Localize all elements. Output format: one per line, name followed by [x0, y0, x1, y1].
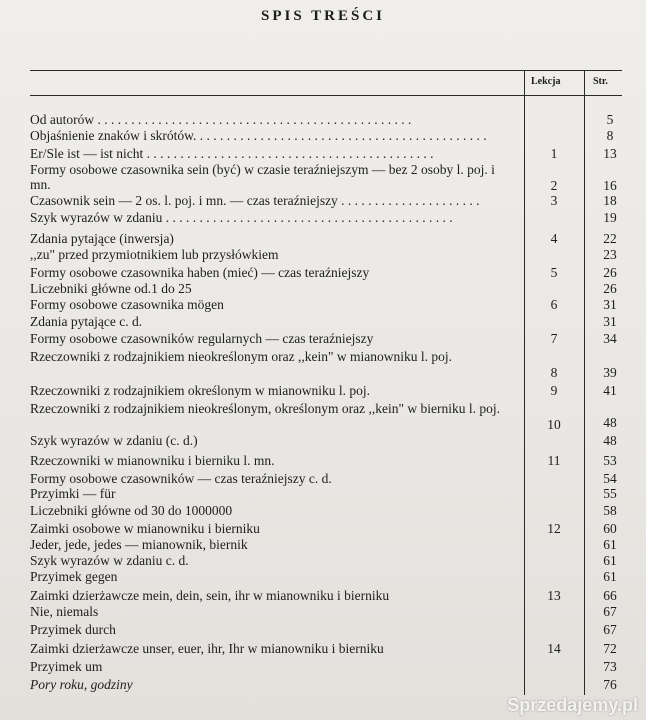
toc-page-number: 31 — [603, 314, 617, 329]
toc-row — [0, 433, 646, 453]
toc-entry-title: ,,zu" przed przymiotnikiem lub przysłówkiem — [30, 247, 279, 262]
toc-row — [0, 331, 646, 351]
toc-entry-title: Nie, niemals — [30, 604, 99, 619]
toc-page-number: 61 — [603, 569, 617, 584]
toc-page-number: 18 — [603, 193, 617, 208]
toc-row — [0, 383, 646, 403]
toc-page-number: 67 — [603, 604, 617, 619]
toc-lesson-number: 9 — [550, 383, 558, 398]
toc-entry-title: Przyimek gegen — [30, 569, 118, 584]
toc-page-number: 66 — [603, 588, 617, 603]
toc-lesson-number: 6 — [550, 297, 558, 312]
toc-row — [0, 401, 646, 435]
toc-page-number: 73 — [603, 659, 617, 674]
toc-page-number: 19 — [603, 210, 617, 225]
watermark-text: Sprzedajemy.pl — [507, 695, 638, 715]
toc-entry-title: Szyk wyrazów w zdaniu . . . . . . . . . . . . . . . . . . . . . . . . . . . . . . . . . . . . . . . . . . . — [30, 210, 453, 225]
toc-lesson-number: 12 — [547, 521, 561, 536]
toc-lesson-number: 1 — [550, 146, 558, 161]
toc-entry-title: Zaimki osobowe w mianowniku i bierniku — [30, 521, 260, 536]
toc-entry-title: Rzeczowniki w mianowniku i bierniku l. mn. — [30, 453, 275, 468]
toc-lesson-number: 5 — [550, 265, 558, 280]
toc-page-number: 58 — [603, 503, 617, 518]
toc-page-number: 31 — [603, 297, 617, 312]
toc-entry-title: Przyimki — für — [30, 486, 116, 501]
toc-entry-title: Szyk wyrazów w zdaniu (c. d.) — [30, 433, 198, 448]
toc-entry-title: Zdania pytające (inwersja) — [30, 231, 174, 246]
toc-page-number: 72 — [603, 641, 617, 656]
toc-entry-title: Er/Sle ist — ist nicht . . . . . . . . . . . . . . . . . . . . . . . . . . . . . . . . . . . . . . . . . . . — [30, 146, 434, 161]
toc-page-number: 53 — [603, 453, 617, 468]
toc-row — [0, 453, 646, 473]
toc-page-number: 48 — [603, 415, 617, 430]
toc-page-number: 55 — [603, 486, 617, 501]
toc-lesson-number: 3 — [550, 193, 558, 208]
toc-entry-title: Formy osobowe czasownika sein (być) w czasie teraźniejszym — bez 2 osoby l. poj. i mn. — [30, 162, 495, 192]
toc-entry-title: Od autorów . . . . . . . . . . . . . . . . . . . . . . . . . . . . . . . . . . . . . . . . . . . . . . . — [30, 112, 412, 127]
toc-page-number: 34 — [603, 331, 617, 346]
toc-entry-title: Formy osobowe czasowników — czas teraźniejszy c. d. — [30, 471, 332, 486]
toc-page-number: 5 — [606, 112, 614, 127]
toc-entry-title: Szyk wyrazów w zdaniu c. d. — [30, 553, 189, 568]
toc-page-number: 67 — [603, 622, 617, 637]
toc-lesson-number: 10 — [547, 417, 561, 432]
toc-lesson-number: 13 — [547, 588, 561, 603]
toc-page-number: 76 — [603, 677, 617, 692]
toc-entry-title: Rzeczowniki z rodzajnikiem określonym w mianowniku l. poj. — [30, 383, 371, 398]
toc-entry-title: Przyimek um — [30, 659, 103, 674]
toc-entry-title: Liczebniki główne od.1 do 25 — [30, 281, 192, 296]
toc-entry-title: Formy osobowe czasownika haben (mieć) — czas teraźniejszy — [30, 265, 370, 280]
toc-entry-title: Czasownik sein — 2 os. l. poj. i mn. — czas teraźniejszy . . . . . . . . . . . . . . . . . . . . . — [30, 193, 480, 208]
toc-page-number: 60 — [603, 521, 617, 536]
toc-row — [0, 128, 646, 148]
toc-lesson-number: 2 — [550, 178, 558, 193]
toc-row — [0, 677, 646, 697]
toc-row — [0, 349, 646, 383]
toc-entry-title: Formy osobowe czasowników regularnych — czas teraźniejszy — [30, 331, 374, 346]
toc-page-number: 26 — [603, 281, 617, 296]
page-title: SPIS TREŚCI — [260, 8, 386, 24]
toc-entry-title: Zaimki dzierżawcze mein, dein, sein, ihr w mianowniku i bierniku — [30, 588, 390, 603]
toc-entry-title: Pory roku, godziny — [30, 677, 133, 692]
toc-lesson-number: 8 — [550, 365, 558, 380]
toc-entry-title: Rzeczowniki z rodzajnikiem nieokreślonym oraz ,,kein" w mianowniku l. poj. — [30, 349, 453, 364]
toc-entry-title: Formy osobowe czasownika mögen — [30, 297, 224, 312]
toc-page-number: 23 — [603, 247, 617, 262]
toc-page-number: 61 — [603, 553, 617, 568]
toc-page-number: 13 — [603, 146, 617, 161]
toc-lesson-number: 11 — [547, 453, 561, 468]
watermark — [507, 695, 638, 716]
toc-lesson-number: 7 — [550, 331, 558, 346]
toc-page-number: 39 — [603, 365, 617, 380]
toc-entry-title: Zdania pytające c. d. — [30, 314, 143, 329]
toc-entry-title: Rzeczowniki z rodzajnikiem nieokreślonym, określonym oraz ,,kein" w bierniku l. poj. — [30, 401, 501, 416]
toc-row — [0, 162, 646, 196]
toc-page-number: 26 — [603, 265, 617, 280]
toc-row — [0, 659, 646, 679]
top-rule — [30, 70, 622, 71]
toc-page-number: 8 — [606, 128, 614, 143]
toc-row — [0, 210, 646, 230]
toc-page-number: 54 — [603, 471, 617, 486]
toc-page-number: 16 — [603, 178, 617, 193]
toc-entry-title: Zaimki dzierżawcze unser, euer, ihr, Ihr w mianowniku i bierniku — [30, 641, 384, 656]
page-column-header: Str. — [593, 76, 608, 87]
lesson-column-header: Lekcja — [531, 76, 561, 87]
toc-row — [0, 622, 646, 642]
toc-page-number: 22 — [603, 231, 617, 246]
toc-row — [0, 503, 646, 523]
toc-page-number: 61 — [603, 537, 617, 552]
toc-lesson-number: 14 — [547, 641, 561, 656]
toc-page-number: 41 — [603, 383, 617, 398]
toc-entry-title: Przyimek durch — [30, 622, 116, 637]
toc-entry-title: Liczebniki główne od 30 do 1000000 — [30, 503, 233, 518]
header-rule — [30, 95, 622, 96]
toc-row — [0, 604, 646, 624]
toc-row — [0, 247, 646, 267]
toc-row — [0, 569, 646, 589]
toc-entry-title: Jeder, jede, jedes — mianownik, biernik — [30, 537, 248, 552]
toc-row — [0, 641, 646, 661]
toc-lesson-number: 4 — [550, 231, 558, 246]
toc-page-number: 48 — [603, 433, 617, 448]
toc-entry-title: Objaśnienie znaków i skrótów. . . . . . . . . . . . . . . . . . . . . . . . . . . . . . . . . . . . . . . . . . . . — [30, 128, 487, 143]
